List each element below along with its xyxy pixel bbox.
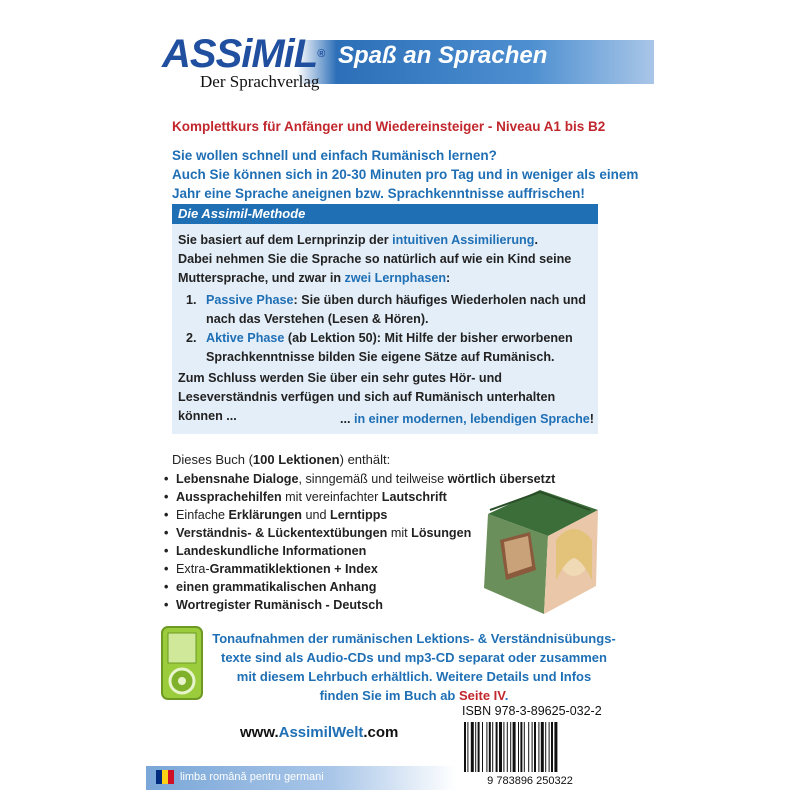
contents-title: Dieses Buch (100 Lektionen) enthält:: [172, 452, 391, 467]
list-item: • Extra-Grammatiklektionen + Index: [164, 562, 378, 576]
footer-language-label: limba română pentru germani: [180, 771, 324, 783]
list-item: • Wortregister Rumänisch - Deutsch: [164, 598, 383, 612]
photo-cube-illustration: [470, 480, 610, 620]
romania-flag-icon: [156, 770, 174, 784]
assimil-logo: ASSiMiL®: [162, 32, 325, 76]
isbn-number: ISBN 978-3-89625-032-2: [462, 704, 602, 718]
method-paragraph-3: ... in einer modernen, lebendigen Sprache!: [339, 412, 594, 426]
barcode: [460, 720, 600, 788]
course-level-line: Komplettkurs für Anfänger und Wiedereinsteiger - Niveau A1 bis B2: [172, 119, 606, 134]
method-title-bar: [172, 204, 598, 224]
list-item: • Aussprachehilfen mit vereinfachter Lautschrift: [164, 490, 447, 504]
website-url[interactable]: www.AssimilWelt.com: [240, 724, 399, 741]
list-item: • einen grammatikalischen Anhang: [164, 580, 377, 594]
method-title: Die Assimil-Methode: [178, 206, 306, 221]
method-paragraph-2: Zum Schluss werden Sie über ein sehr gutes Hör- und Leseverständnis verfügen und sich auf Rumänisch unterhalten können ...: [178, 371, 556, 423]
slogan: Spaß an Sprachen: [338, 42, 548, 69]
list-item: • Lebensnahe Dialoge, sinngemäß und teilweise wörtlich übersetzt: [164, 472, 556, 486]
method-phase-list: [186, 291, 596, 367]
list-item: • Verständnis- & Lückentextübungen mit Lösungen: [164, 526, 472, 540]
barcode-bars: [464, 722, 557, 772]
method-paragraph-1: Sie basiert auf dem Lernprinzip der intuitiven Assimilierung. Dabei nehmen Sie die Sprache so natürlich auf wie ein Kind seine Muttersprache, und zwar in zwei Lernphasen:: [178, 233, 572, 285]
intro-text: Sie wollen schnell und einfach Rumänisch lernen? Auch Sie können sich in 20-30 Minuten pro Tag und in weniger als einem Jahr eine Sprache aneignen bzw. Sprachkenntnisse auffrischen!: [172, 148, 639, 201]
list-item: • Einfache Erklärungen und Lerntipps: [164, 508, 388, 522]
subbrand: Der Sprachverlag: [200, 72, 320, 91]
mp3-player-icon: [160, 625, 204, 701]
audio-info-text: Tonaufnahmen der rumänischen Lektions- & Verständnisübungs- texte sind als Audio-CDs und mp3-CD separat oder zusammen mit diesem Lehrbuch erhältlich. Weitere Details und Infos finden Sie im Buch ab Seite IV.: [212, 631, 616, 703]
list-item: • Landeskundliche Informationen: [164, 544, 367, 558]
barcode-number: 9 783896 250322: [487, 775, 573, 787]
phase-item: 1. Passive Phase: Sie üben durch häufiges Wiederholen nach und nach das Verstehen (Lesen & Hören).: [186, 293, 586, 326]
phase-item: 2. Aktive Phase (ab Lektion 50): Mit Hilfe der bisher erworbenen Sprachkenntnisse bilden Sie eigene Sätze auf Rumänisch.: [186, 331, 573, 364]
